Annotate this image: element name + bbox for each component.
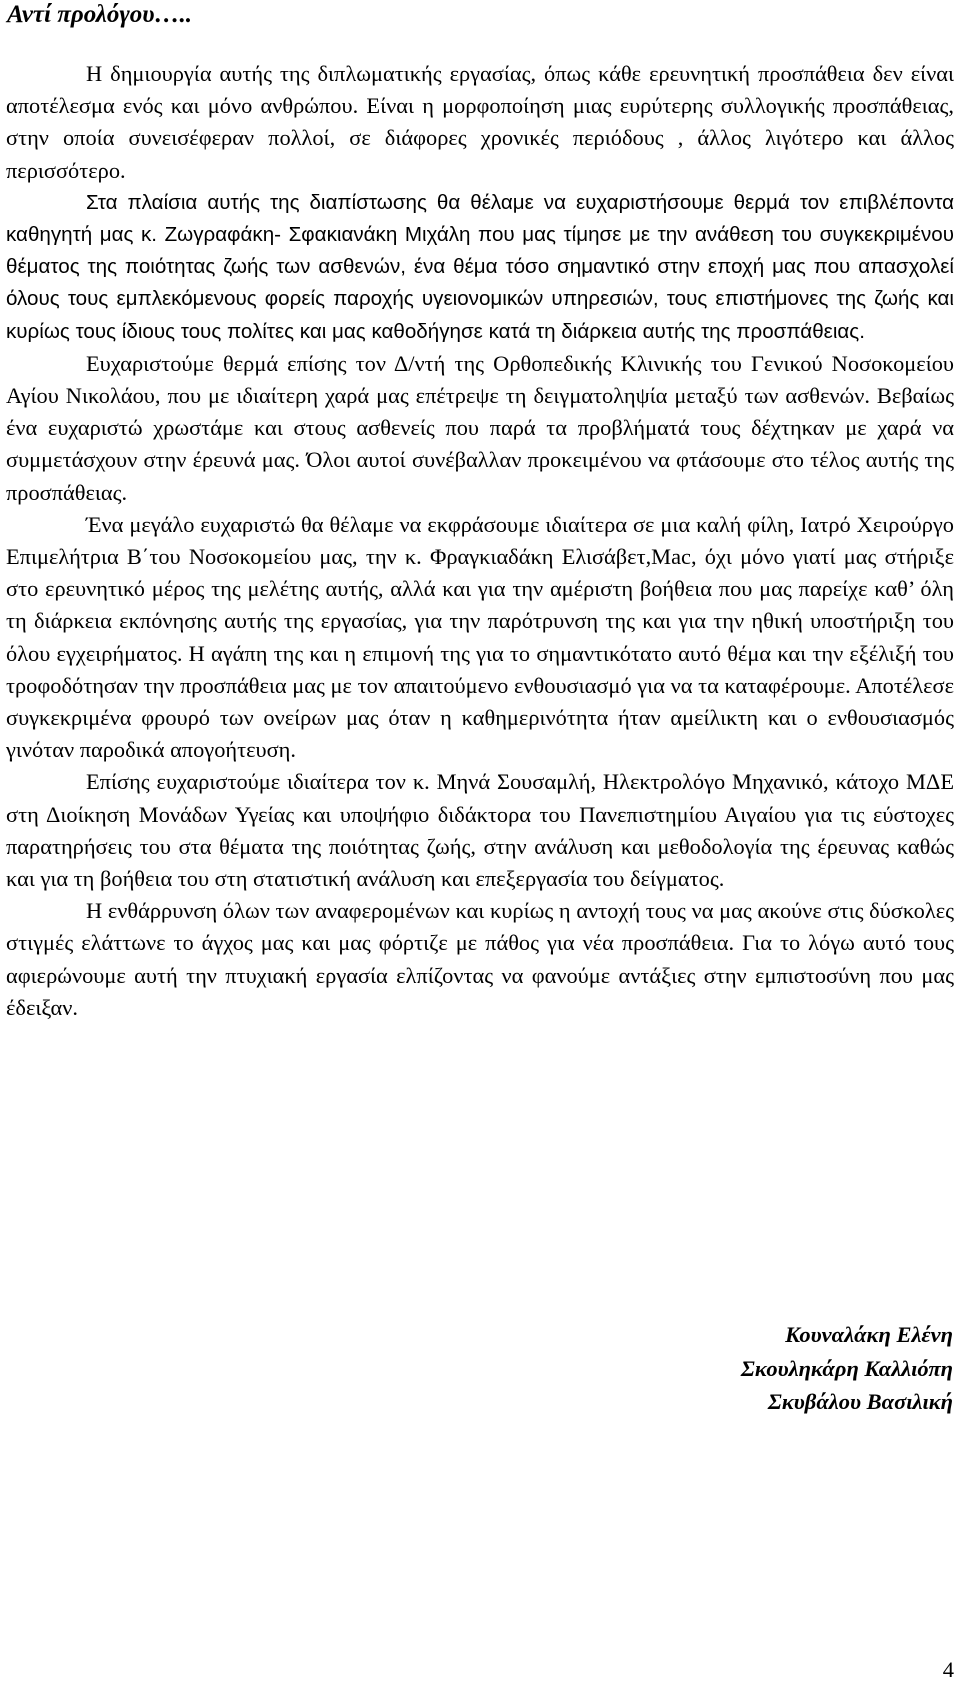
signature-block <box>741 1318 953 1419</box>
paragraph-supervisor-thanks: Στα πλαίσια αυτής της διαπίστωσης θα θέλαμε να ευχαριστήσουμε θερμά τον επιβλέποντα καθηγητή μας κ. Ζωγραφάκη- Σφακιανάκη Μιχάλη που μας τίμησε με την ανάθεση του συγκεκριμένου θέματος της ποιότητας ζωής των ασθενών, ένα θέμα τόσο σημαντικό στην εποχή μας που απασχολεί όλους τους εμπλεκόμενους φορείς παροχής υγειονομικών υπηρεσιών, τους επιστήμονες της ζωής και κυρίως τους ίδιους τους πολίτες και μας καθοδήγησε κατά τη διάρκεια αυτής της προσπάθειας. <box>6 190 954 343</box>
signature-author-3: Σκυβάλου Βασιλική <box>767 1389 953 1414</box>
paragraph-clinic-thanks: Ευχαριστούμε θερμά επίσης τον Δ/ντή της Ορθοπεδικής Κλινικής του Γενικού Νοσοκομείου Αγίου Νικολάου, που με ιδιαίτερη χαρά μας επέτρεψε τη δειγματοληψία μεταξύ των ασθενών. Βεβαίως ένα ευχαριστώ χρωστάμε και στους ασθενείς που παρά τα προβλήματά τους δέχτηκαν με χαρά να συμμετάσχουν στην έρευνά μας. Όλοι αυτοί συνέβαλλαν προκειμένου να φτάσουμε στο τέλος αυτής της προσπάθειας. <box>6 350 954 505</box>
signature-author-1: Κουναλάκη Ελένη <box>785 1322 953 1347</box>
document-body <box>6 58 954 1024</box>
page-title: Αντί προλόγου….. <box>7 1 193 28</box>
page-number: 4 <box>942 1657 954 1682</box>
paragraph-engineer-thanks: Επίσης ευχαριστούμε ιδιαίτερα τον κ. Μηνά Σουσαμλή, Ηλεκτρολόγο Μηχανικό, κάτοχο ΜΔΕ στη Διοίκηση Μονάδων Υγείας και υποψήφιο διδάκτορα του Πανεπιστημίου Αιγαίου για τις εύστοχες παρατηρήσεις του στα θέματα της ποιότητας ζωής, στην ανάλυση και μεθοδολογία της έρευνας καθώς και για τη βοήθεια του στη στατιστική ανάλυση και επεξεργασία του δείγματος. <box>6 769 954 892</box>
paragraph-intro: Η δημιουργία αυτής της διπλωματικής εργασίας, όπως κάθε ερευνητική προσπάθεια δεν είναι αποτέλεσμα ενός και μόνο ανθρώπου. Είναι η μορφοποίηση μιας ευρύτερης συλλογικής προσπάθειας, στην οποία συνεισέφεραν πολλοί, σε διάφορες χρονικές περιόδους , άλλος λιγότερο και άλλος περισσότερο. <box>6 61 954 183</box>
paragraph-friend-thanks: Ένα μεγάλο ευχαριστώ θα θέλαμε να εκφράσουμε ιδιαίτερα σε μια καλή φίλη, Ιατρό Χειρούργο Επιμελήτρια Β΄του Νοσοκομείου μας, την κ. Φραγκιαδάκη Ελισάβετ,Mac, όχι μόνο γιατί μας στήριξε στο ερευνητικό μέρος της μελέτης αυτής, αλλά και για την αμέριστη βοήθεια που μας παρείχε καθ’ όλη τη διάρκεια εκπόνησης αυτής της εργασίας, για την παρότρυνση της και για την ηθική υποστήριξη του όλου εγχειρήματος. Η αγάπη της και η επιμονή της για το σημαντικότατο αυτό θέμα και την εξέλιξή του τροφοδότησαν την προσπάθεια μας με τον απαιτούμενο ενθουσιασμό για να τα καταφέρουμε. Αποτέλεσε συγκεκριμένα φρουρό των ονείρων μας όταν η καθημερινότητα ήταν αμείλικτη και ο ενθουσιασμός γινόταν παροδικά απογοήτευση. <box>6 511 954 763</box>
paragraph-dedication: Η ενθάρρυνση όλων των αναφερομένων και κυρίως η αντοχή τους να μας ακούνε στις δύσκολες στιγμές ελάττωνε το άγχος μας και μας φόρτιζε με πάθος για νέα προσπάθεια. Για το λόγω αυτό τους αφιερώνουμε αυτή την πτυχιακή εργασία ελπίζοντας να φανούμε αντάξιες στην εμπιστοσύνη που μας έδειξαν. <box>6 898 954 1020</box>
signature-author-2: Σκουληκάρη Καλλιόπη <box>740 1355 953 1381</box>
